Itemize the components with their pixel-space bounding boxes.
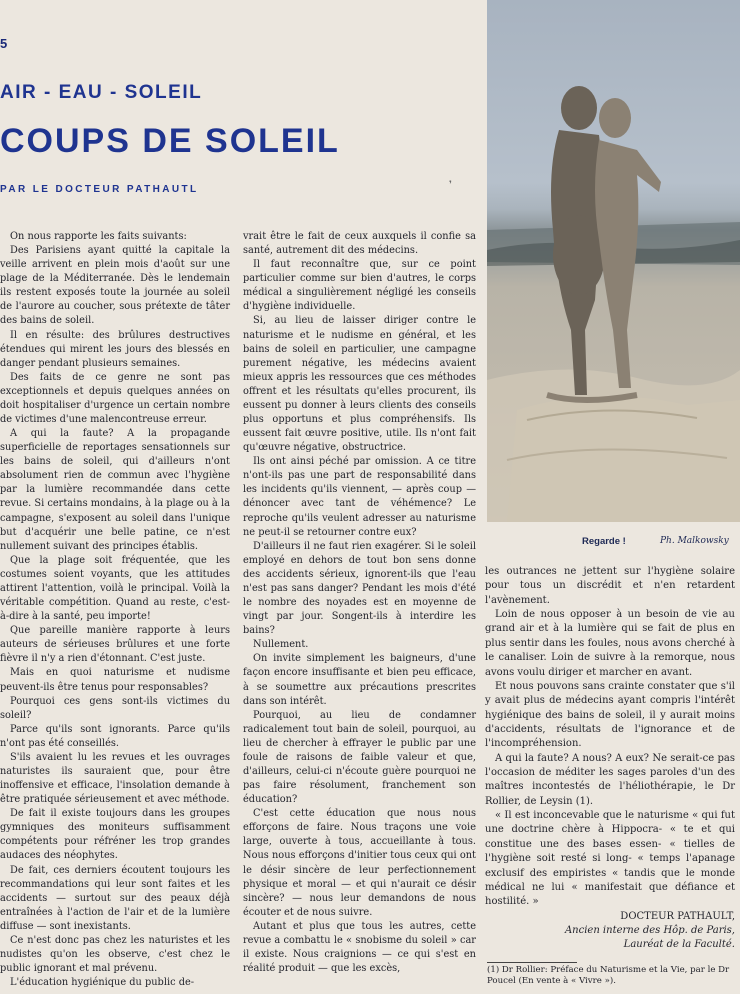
paragraph: A qui la faute? A la propagande superficielle de reportages sensationnels sur les bains de soleil, qui d'ailleurs n'ont absolument rien de commun avec l'hygiène par la lumière recommandée dans cette revue. Si certains mondains, à la plage ou à la campagne, s'exposent au soleil dans l'unique but d'acquérir une belle patine, ce n'est nullement suivant des principes établis. <box>0 428 230 552</box>
paragraph: Il en résulte: des brûlures destructives étendues qui mirent les jours des blessés en danger pendant plusieurs semaines. <box>0 329 230 369</box>
paragraph: Nullement. <box>253 639 309 651</box>
footnote: (1) Dr Rollier: Préface du Naturisme et la Vie, par le Dr Poucel (En vente à « Vivre »). <box>487 965 730 986</box>
paragraph: Que la plage soit fréquentée, que les costumes soient voyants, que les attitudes attirent l'attention, voilà le principal. Voilà la véritable compétition. Quand au reste, c'est-à-dire à la santé, peu importe! <box>0 554 230 623</box>
section-kicker: AIR - EAU - SOLEIL <box>0 82 203 103</box>
paragraph: Si, au lieu de laisser diriger contre le naturisme et le nudisme en général, et les bains de soleil en particulier, une campagne purement négative, les médecins avaient mieux appris les ressources que ces méthodes offrent et les résultats qu'elles procurent, ils eussent pu donner à leurs clients des conseils plus opportuns et plus compréhensifs. Ils eussent fait œuvre positive, utile. Ils n'ont fait qu'œuvre négative, obstructrice. <box>243 315 476 454</box>
paragraph: Pourquoi, au lieu de condamner radicalement tout bain de soleil, pourquoi, au lieu de chercher à effrayer le public par une foule de raisons de faible valeur et que, d'ailleurs, celui-ci n'écoute guère pourquoi ne pas faire résolument, franchement son éducation? <box>243 709 476 806</box>
paragraph: De fait, ces derniers écoutent toujours les recommandations qui leur sont faites et les accidents — surtout sur des peaux déjà entraînées à l'action de l'air et de la lumière diffuse — sont inexistants. <box>0 864 230 932</box>
paragraph: Pourquoi ces gens sont-ils victimes du soleil? <box>0 695 230 721</box>
author-credential: Ancien interne des Hôp. de Paris, <box>564 924 735 936</box>
paragraph: Loin de nous opposer à un besoin de vie au grand air et à la lumière qui se fait de plus en plus sentir dans les foules, nous avons cherché à le canaliser. Loin de suivre à la remorque, nous avons voulu diriger et marcher en avant. <box>485 609 735 678</box>
text-column-2 <box>243 230 476 976</box>
photo-credit: Ph. Malkowsky <box>660 536 729 546</box>
author-signature: DOCTEUR PATHAULT, <box>620 910 735 922</box>
paragraph: L'éducation hygiénique du public de- <box>10 977 195 989</box>
page-number: 5 <box>0 36 8 51</box>
paragraph: vrait être le fait de ceux auxquels il confie sa santé, autrement dit des médecins. <box>243 231 476 257</box>
text-column-3 <box>485 565 735 953</box>
paragraph: D'ailleurs il ne faut rien exagérer. Si le soleil employé en dehors de tout bon sens donne des accidents sérieux, ignorent-ils que l'eau n'est pas sans danger? Pendant les mois d'été le nombre des noyades est en moyenne de vingt par jour. Songent-ils à interdire les bains? <box>243 540 476 637</box>
quotation: « Il est inconcevable que le naturisme « qui fut une doctrine chère à Hippocra- « te et qui constitue une des bases essen- « tielles de l'hygiène soit resté si long- « temps l'apanage exclusif des empiristes « tandis que le monde médical ne lui « manifestait que défiance et hostilité. » <box>485 810 735 908</box>
paragraph: On nous rapporte les faits suivants: <box>10 231 187 242</box>
text-column-1 <box>0 230 230 990</box>
article-byline: PAR LE DOCTEUR PATHAUTL <box>0 184 199 195</box>
paragraph: Des faits de ce genre ne sont pas exceptionnels et depuis quelques années on doit hospitaliser d'urgence un certain nombre de victimes d'une malencontreuse erreur. <box>0 371 230 426</box>
paragraph: A qui la faute? A nous? A eux? Ne serait-ce pas l'occasion de méditer les sages paroles d'un des maîtres incontestés de l'héliothérapie, le Dr Rollier, de Leysin (1). <box>485 752 735 807</box>
paragraph: Mais en quoi naturisme et nudisme peuvent-ils être tenus pour responsables? <box>0 667 230 693</box>
paragraph: On invite simplement les baigneurs, d'une façon encore insuffisante et bien peu efficace, à se soumettre aux précautions prescrites dans son intérêt. <box>243 653 476 707</box>
paragraph: Parce qu'ils sont ignorants. Parce qu'ils n'ont pas été conseillés. <box>0 723 230 749</box>
paragraph: les outrances ne jettent sur l'hygiène solaire pour tous un discrédit et n'en retardent l'avènement. <box>485 566 735 606</box>
paragraph: Et nous pouvons sans crainte constater que s'il y avait plus de médecins ayant compris l'intérêt hygiénique des bains de soleil, il y aurait moins d'accidents, résultats de l'ignorance et de l'incompréhension. <box>485 680 735 750</box>
decorative-mark: ❜ <box>449 180 452 190</box>
paragraph: Des Parisiens ayant quitté la capitale la veille arrivent en plein mois d'août sur une plage de la Méditerranée. Dès le lendemain ils restent exposés toute la journée au soleil de l'aurore au coucher, sous prétexte de tâter des bains de soleil. <box>0 245 230 327</box>
paragraph: Autant et plus que tous les autres, cette revue a combattu le « snobisme du soleil » car il existe. Nous craignions — ce qui s'est en réalité produit — que les excès, <box>243 920 476 975</box>
article-headline: COUPS DE SOLEIL <box>0 122 340 160</box>
paragraph: S'ils avaient lu les revues et les ouvrages naturistes ils sauraient que, pour être inoffensive et efficace, l'insolation demande à être pratiquée sérieusement et avec méthode. <box>0 751 230 806</box>
author-credential: Lauréat de la Faculté. <box>623 939 735 951</box>
paragraph: De fait il existe toujours dans les groupes gymniques des moniteurs suffisamment compétents pour réfréner les trop grandes audaces des néophytes. <box>0 808 230 862</box>
paragraph: Ce n'est donc pas chez les naturistes et les nudistes qu'on les observe, c'est chez le public ignorant et mal prévenu. <box>0 934 230 975</box>
photo-illustration <box>487 0 740 522</box>
photo-caption: Regarde ! <box>582 536 626 547</box>
paragraph: Il faut reconnaître que, sur ce point particulier comme sur bien d'autres, le corps médical a singulièrement négligé les conseils d'hygiène individuelle. <box>243 259 476 313</box>
beach-photo <box>487 0 740 522</box>
footnote-rule <box>487 962 577 963</box>
paragraph: Que pareille manière rapporte à leurs auteurs de sérieuses brûlures et une forte fièvre il n'y a rien d'étonnant. C'est juste. <box>0 625 230 665</box>
paragraph: Ils ont ainsi péché par omission. A ce titre n'ont-ils pas une part de responsabilité dans les incidents qu'ils viennent, — après coup — dénoncer avec tant de véhémence? Le reproche qu'ils veulent adresser au naturisme ne peut-il se retourner contre eux? <box>243 456 476 538</box>
paragraph: C'est cette éducation que nous nous efforçons de faire. Nous traçons une voie large, ouverte à tous, accueillante à tous. Nous nous efforçons d'initier tous ceux qui ont le désir sincère de leur perfectionnement physique et moral — et qui n'aurait ce désir sincère? — nous leur demandons de nous écouter et de nous suivre. <box>243 808 476 918</box>
